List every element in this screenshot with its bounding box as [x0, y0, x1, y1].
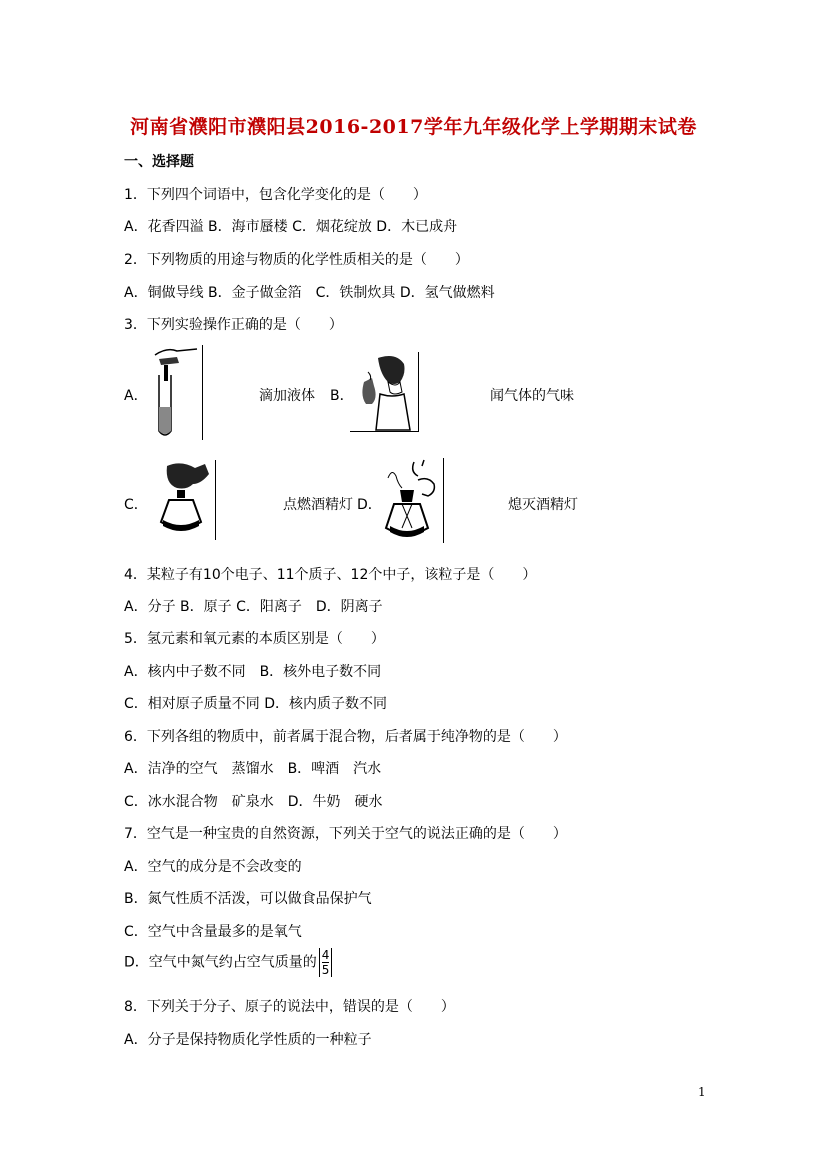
q7-stem: 7．空气是一种宝贵的自然资源，下列关于空气的说法正确的是（ ） [124, 826, 567, 842]
q5-options-ab: A．核内中子数不同 B．核外电子数不同 [124, 664, 382, 680]
q3-c-letter: C． [124, 497, 148, 513]
q5-stem: 5．氢元素和氧元素的本质区别是（ ） [124, 631, 385, 647]
q7-option-d-text: D．空气中氮气约占空气质量的 [124, 954, 317, 971]
q4-options: A．分子 B．原子 C．阳离子 D．阴离子 [124, 599, 383, 615]
q3-b-caption: 闻气体的气味 [490, 388, 574, 404]
section-heading: 一、选择题 [124, 154, 194, 170]
q4-stem: 4．某粒子有10个电子、11个质子、12个中子，该粒子是（ ） [124, 567, 537, 583]
q1-stem: 1．下列四个词语中，包含化学变化的是（ ） [124, 187, 427, 203]
smelling-gas-image [350, 352, 419, 432]
q3-c-caption: 点燃酒精灯 [283, 497, 353, 513]
lighting-lamp-image [147, 460, 216, 540]
q2-stem: 2．下列物质的用途与物质的化学性质相关的是（ ） [124, 252, 469, 268]
q7-option-d [124, 948, 332, 977]
q3-b-letter: B． [330, 388, 354, 404]
q5-options-cd: C．相对原子质量不同 D．核内质子数不同 [124, 696, 388, 712]
q2-options: A．铜做导线 B．金子做金箔 C．铁制炊具 D．氢气做燃料 [124, 285, 495, 301]
page-number: 1 [698, 1085, 706, 1099]
q3-d-caption: 熄灭酒精灯 [508, 497, 578, 513]
q8-option-a: A．分子是保持物质化学性质的一种粒子 [124, 1032, 372, 1048]
q6-options-ab: A．洁净的空气 蒸馏水 B．啤酒 汽水 [124, 761, 382, 777]
q6-options-cd: C．冰水混合物 矿泉水 D．牛奶 硬水 [124, 794, 383, 810]
dropper-image [147, 345, 203, 440]
q7-option-a: A．空气的成分是不会改变的 [124, 859, 302, 875]
fraction-numerator: 4 [321, 948, 330, 962]
q1-options: A．花香四溢 B．海市蜃楼 C．烟花绽放 D．木已成舟 [124, 219, 458, 235]
q6-stem: 6．下列各组的物质中，前者属于混合物，后者属于纯净物的是（ ） [124, 729, 567, 745]
q7-option-b: B．氮气性质不活泼，可以做食品保护气 [124, 891, 372, 907]
extinguishing-lamp-image [378, 458, 444, 543]
q3-d-letter: D． [357, 497, 382, 513]
q3-a-letter: A． [124, 388, 148, 404]
q8-stem: 8．下列关于分子、原子的说法中，错误的是（ ） [124, 999, 455, 1015]
q7-option-c: C．空气中含量最多的是氧气 [124, 924, 302, 940]
q3-a-caption: 滴加液体 [259, 388, 315, 404]
q3-stem: 3．下列实验操作正确的是（ ） [124, 317, 343, 333]
fraction-four-fifths [319, 948, 333, 977]
page-title: 河南省濮阳市濮阳县2016-2017学年九年级化学上学期期末试卷 [130, 116, 697, 138]
fraction-denominator: 5 [321, 963, 330, 977]
